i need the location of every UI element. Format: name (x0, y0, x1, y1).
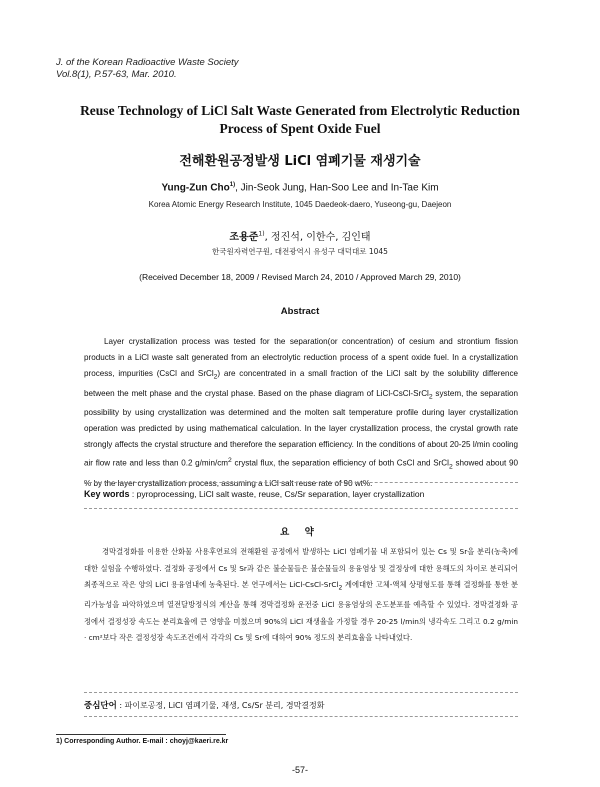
keywords-label: Key words (84, 489, 130, 499)
abstract-text-5: showed about 90 % by the layer crystallization process, assuming a LiCl salt reuse rate of 90 wt%. (84, 458, 519, 488)
authors-english (40, 182, 560, 193)
divider (84, 508, 518, 509)
korean-abstract-body (84, 544, 518, 647)
co-authors-korean: , 정진석, 이한수, 김인태 (264, 232, 371, 243)
divider (84, 716, 518, 717)
lead-author-mark: 1) (229, 182, 236, 188)
journal-volume: Vol.8(1), P.57-63, Mar. 2010. (56, 69, 177, 80)
co-authors: , Jin-Seok Jung, Han-Soo Lee and In-Tae Kim (235, 182, 439, 194)
korean-keywords-label: 중심단어 (84, 701, 117, 711)
journal-citation (56, 57, 239, 81)
footnote-corresponding-author: 1) Corresponding Author. E-mail : choyj@kaeri.re.kr (56, 738, 229, 745)
korean-keywords-text: : 파이로공정, LiCl 염폐기물, 재생, Cs/Sr 분리, 경막결정화 (116, 701, 325, 710)
footnote-rule (56, 734, 226, 735)
affiliation-korean: 한국원자력연구원, 대전광역시 유성구 대덕대로 1045 (212, 247, 388, 256)
korean-abstract-sub-1: 2 (338, 584, 343, 592)
keywords (84, 489, 518, 499)
lead-author: Yung-Zun Cho (161, 182, 230, 194)
abstract-heading: Abstract (280, 306, 320, 317)
lead-author-korean-mark: 1) (258, 230, 265, 238)
keywords-text: : pyroprocessing, LiCl salt waste, reuse, Cs/Sr separation, layer crystallization (129, 489, 425, 499)
authors-korean (40, 228, 560, 243)
korean-abstract-text-2: 계에대한 고체-액체 상평형도를 통해 결정화를 통한 분리가능성을 파악하였으며 열전달방정식의 계산을 통해 경막결정화 운전중 LiCl 용융염상의 온도분포를 예측할 수 있었다. 경막결정화 공정에서 결정성장 속도는 분리효율에 큰 영향을 미쳤으며 90%의 LiCl 재생율을 가정할 경우 20-25 l/min의 냉각속도 그리고 0.2 g/min · cm²보다 작은 결정성장 속도조건에서 각각의 Cs 및 Sr에 대하여 90% 정도의 분리효율을 나타내었다. (84, 580, 518, 643)
korean-abstract-text-1: 경막결정화를 이용한 산화물 사용후연료의 전해환원 공정에서 발생하는 LiCl 염폐기물 내 포함되어 있는 Cs 및 Sr을 분리(농축)에 대한 실험을 수행하였다. 결정화 공정에서 Cs 및 Sr과 같은 불순물들은 불순물들의 용융염상 및 결정상에 대한 용해도의 차이로 분리되어 최종적으로 작은 양의 LiCl 용융염내에 농축된다. 본 연구에서는 LiCl-CsCl-SrCl (84, 547, 518, 590)
abstract-body (84, 334, 518, 492)
abstract-sub-3: 2 (448, 463, 453, 471)
paper-title-english: Reuse Technology of LiCl Salt Waste Generated from Electrolytic Reduction Process of Spent Oxide Fuel (80, 103, 520, 136)
received-dates: (Received December 18, 2009 / Revised March 24, 2010 / Approved March 29, 2010) (139, 272, 461, 282)
abstract-sub-2: 2 (428, 393, 433, 401)
affiliation-english: Korea Atomic Energy Research Institute, 1045 Daedeok-daero, Yuseong-gu, Daejeon (148, 200, 452, 209)
abstract-sub-1: 2 (213, 373, 218, 381)
page-number: -57- (291, 765, 308, 775)
divider (84, 482, 518, 483)
abstract-sup-1: 2 (228, 457, 232, 465)
journal-name: J. of the Korean Radioactive Waste Society (56, 57, 239, 68)
abstract-text-1: Layer crystallization process was tested for the separation(or concentration) of cesium and strontium fission products in a LiCl waste salt generated from an electrolytic reduction process of a spent oxide fuel. In a crystallization process, impurities (CsCl and SrCl (84, 337, 518, 378)
abstract-text-2: ) are concentrated in a small fraction of the LiCl salt by the solubility difference between the melt phase and the crystal phase. Based on the phase diagram of LiCl-CsCl-SrCl (84, 369, 518, 398)
korean-abstract-heading: 요 약 (280, 527, 320, 538)
paper-title-korean: 전해환원공정발생 LiCl 염폐기물 재생기술 (179, 154, 421, 169)
korean-keywords (84, 699, 518, 711)
abstract-text-4: crystal flux, the separation efficiency of both CsCl and SrCl (231, 458, 449, 468)
divider (84, 692, 518, 693)
lead-author-korean: 조용준 (229, 232, 259, 243)
abstract-text-3: system, the separation possibility by using crystallization was determined and the molten salt temperature profile during layer crystallization operation was predicted by using mathematical calculation. In the layer crystallization process, the crystal growth rate strongly affects the crystal structure and therefore the separation efficiency. In the conditions of about 20-25 l/min cooling air flow rate and less than 0.2 g/min/cm (84, 388, 518, 468)
